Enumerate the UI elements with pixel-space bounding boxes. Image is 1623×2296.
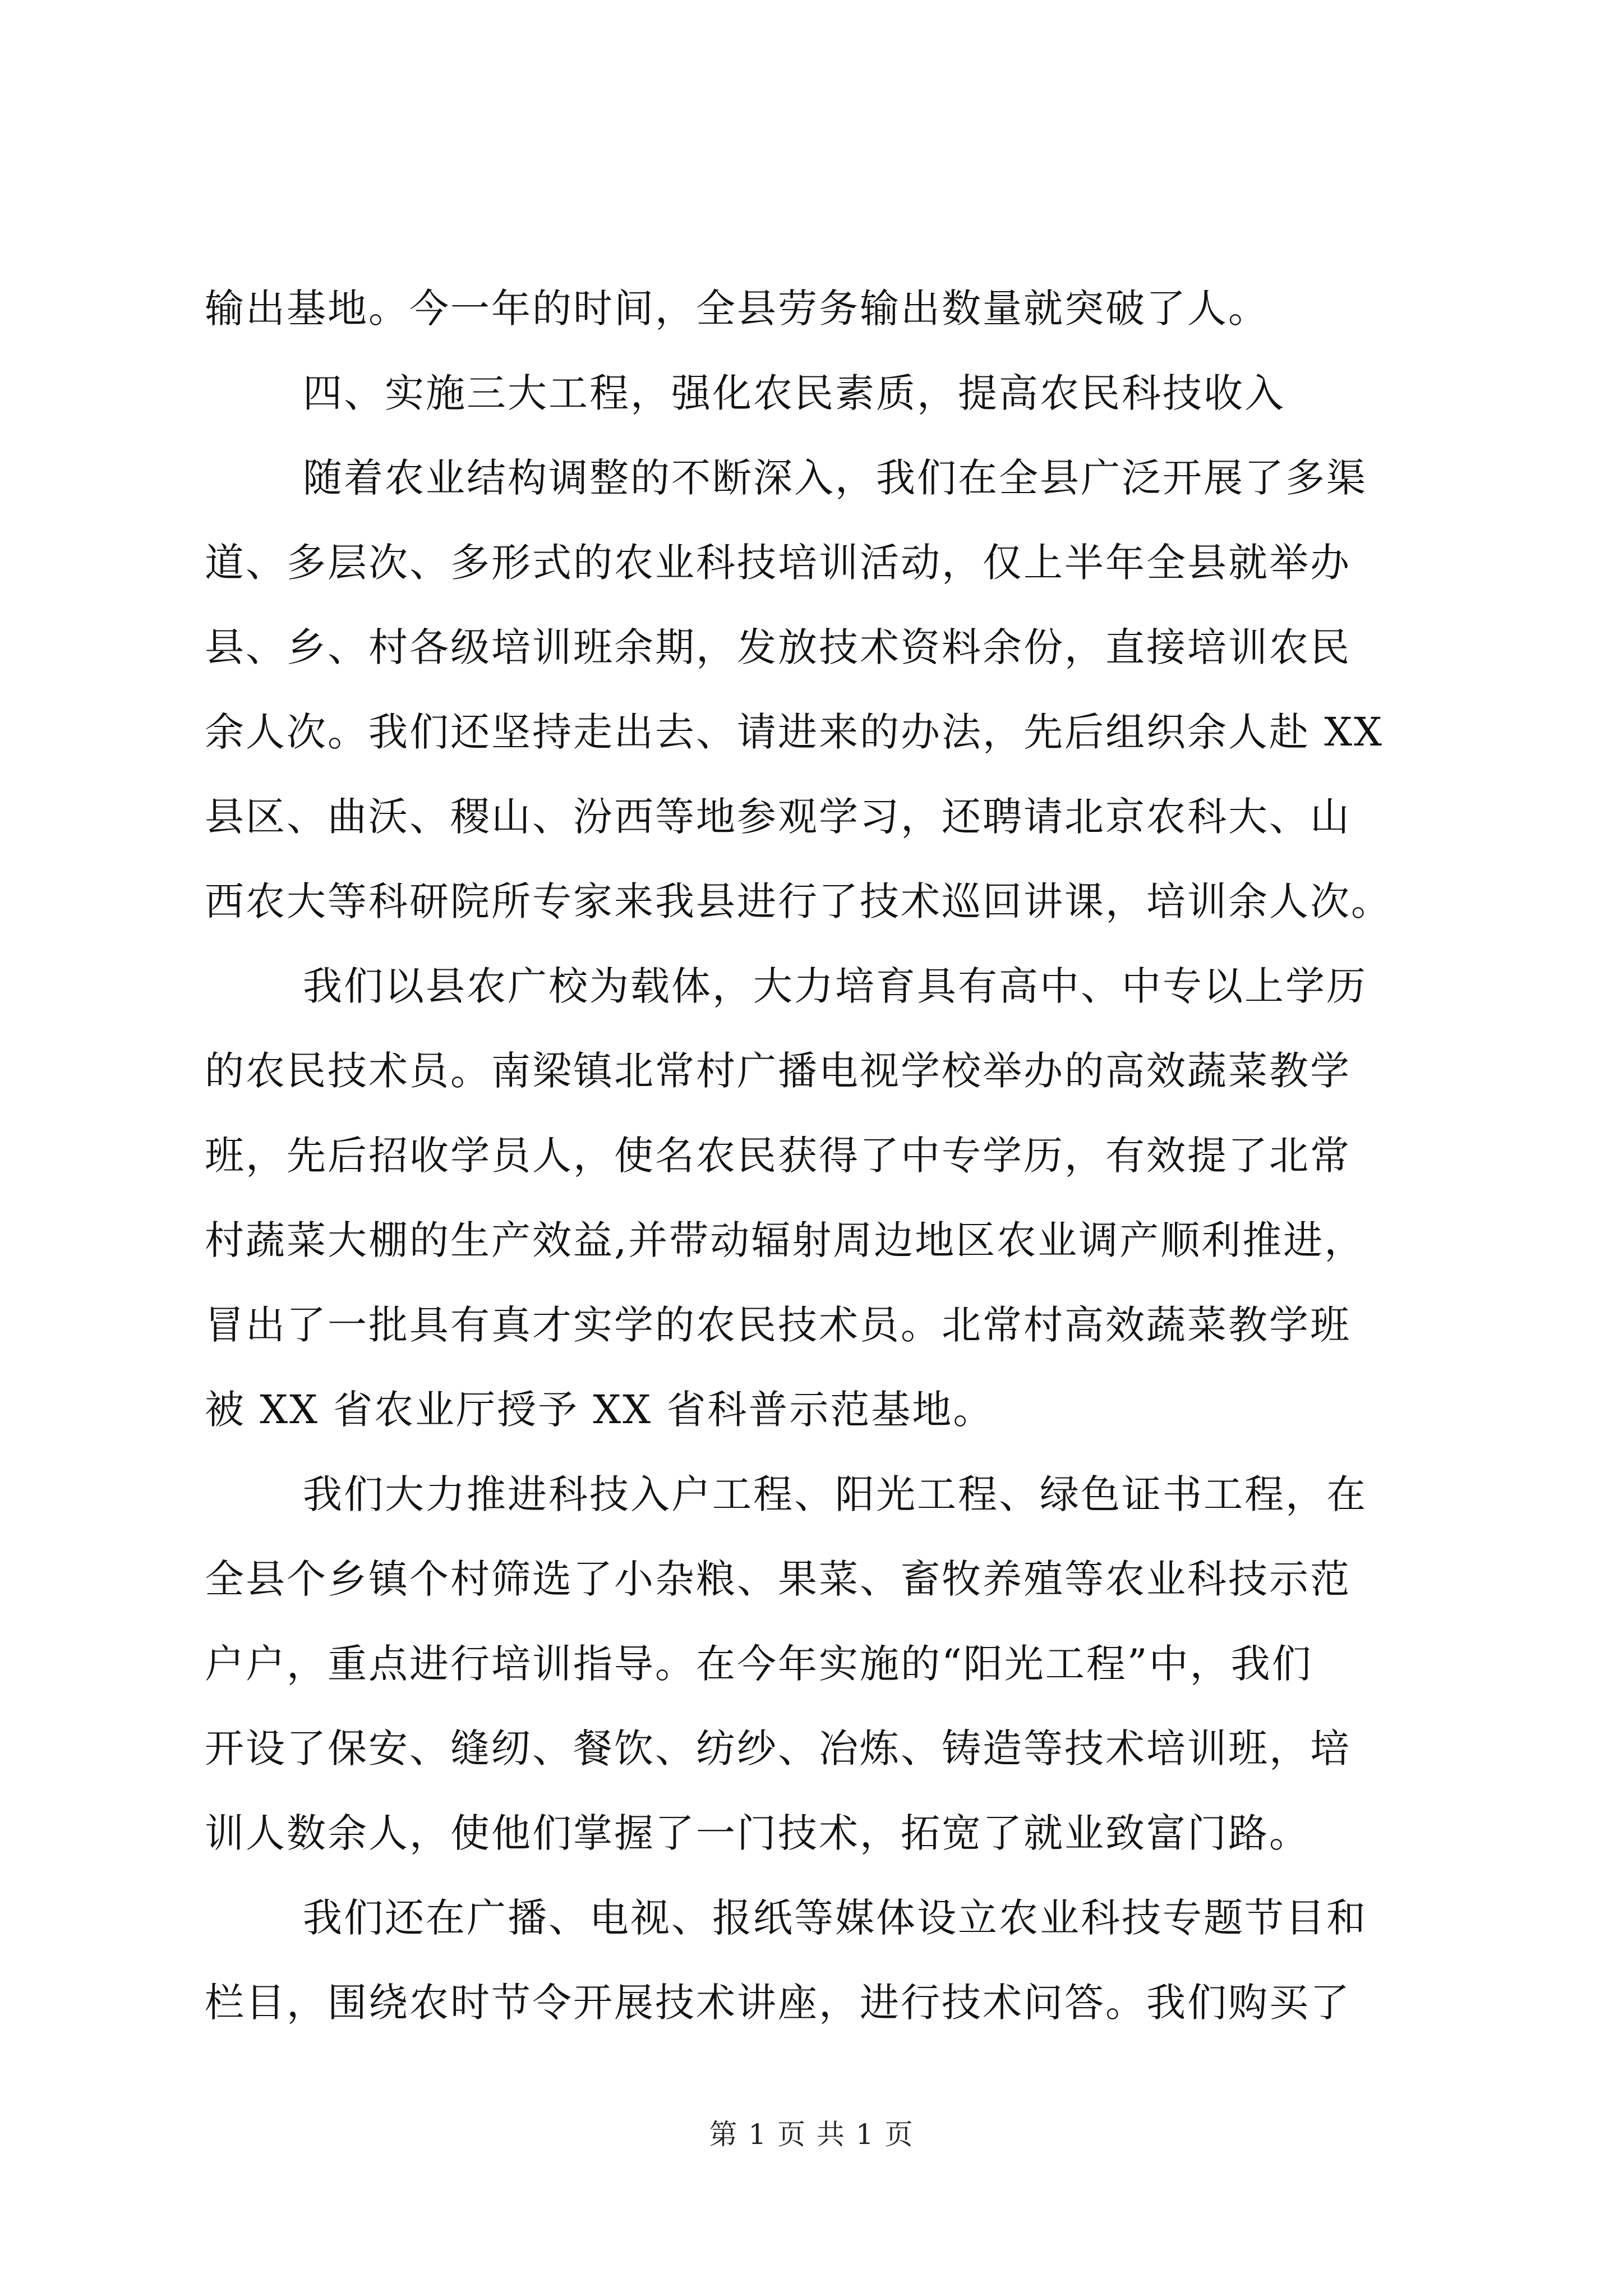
text-line: 随着农业结构调整的不断深入，我们在全县广泛开展了多渠 [303, 455, 1367, 501]
section-heading: 四、实施三大工程，强化农民素质，提高农民科技收入 [303, 370, 1285, 416]
text-line: 栏目，围绕农时节令开展技术讲座，进行技术问答。我们购买了 [205, 1980, 1351, 2026]
text-line: 冒出了一批具有真才实学的农民技术员。北常村高效蔬菜教学班 [205, 1302, 1351, 1348]
text-line: 训人数余人，使他们掌握了一门技术，拓宽了就业致富门路。 [205, 1810, 1310, 1856]
text-line: 我们大力推进科技入户工程、阳光工程、绿色证书工程，在 [303, 1471, 1367, 1517]
text-line: 被 XX 省农业厅授予 XX 省科普示范基地。 [205, 1387, 994, 1433]
text-line: 余人次。我们还坚持走出去、请进来的办法，先后组织余人赴 XX [205, 709, 1384, 755]
text-line: 村蔬菜大棚的生产效益,并带动辐射周边地区农业调产顺利推进， [205, 1217, 1366, 1263]
text-line: 县、乡、村各级培训班余期，发放技术资料余份，直接培训农民 [205, 624, 1351, 670]
page-footer: 第 1 页 共 1 页 [709, 2118, 914, 2151]
text-line: 道、多层次、多形式的农业科技培训活动，仅上半年全县就举办 [205, 540, 1351, 586]
text-line: 输出基地。今一年的时间，全县劳务输出数量就突破了人。 [205, 286, 1269, 332]
text-line: 班，先后招收学员人，使名农民获得了中专学历，有效提了北常 [205, 1133, 1351, 1179]
text-line: 西农大等科研院所专家来我县进行了技术巡回讲课，培训余人次。 [205, 878, 1392, 924]
text-line: 开设了保安、缝纫、餐饮、纺纱、冶炼、铸造等技术培训班，培 [205, 1726, 1351, 1772]
text-line: 户户，重点进行培训指导。在今年实施的“阳光工程”中，我们 [205, 1641, 1313, 1687]
text-line: 我们还在广播、电视、报纸等媒体设立农业科技专题节目和 [303, 1895, 1367, 1941]
text-line: 全县个乡镇个村筛选了小杂粮、果菜、畜牧养殖等农业科技示范 [205, 1556, 1351, 1602]
text-line: 的农民技术员。南梁镇北常村广播电视学校举办的高效蔬菜教学 [205, 1048, 1351, 1094]
text-line: 我们以县农广校为载体，大力培育具有高中、中专以上学历 [303, 963, 1367, 1009]
text-line: 县区、曲沃、稷山、汾西等地参观学习，还聘请北京农科大、山 [205, 794, 1351, 840]
